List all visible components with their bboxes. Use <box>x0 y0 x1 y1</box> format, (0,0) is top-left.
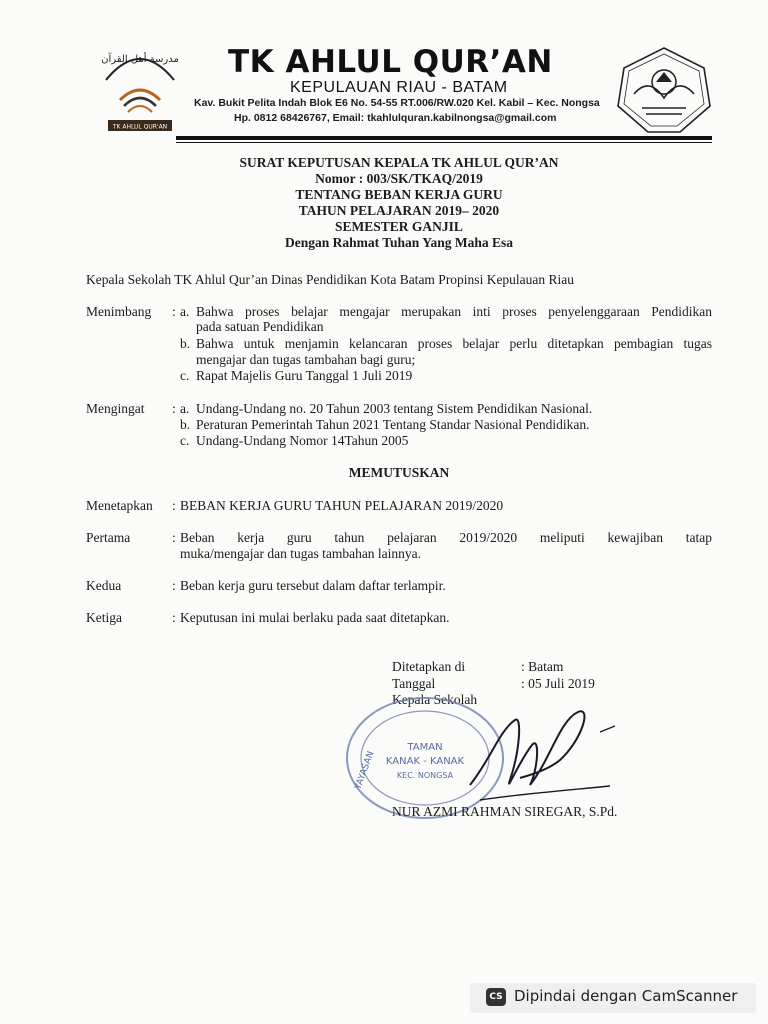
logo-caption: TK AHLUL QUR'AN <box>112 123 168 131</box>
ketiga-label: Ketiga <box>86 610 122 625</box>
menimbang-a-letter: a. <box>180 304 190 319</box>
memutuskan-heading: MEMUTUSKAN <box>348 465 450 480</box>
signatory-name: NUR AZMI RAHMAN SIREGAR, S.Pd. <box>392 804 618 819</box>
tut-wuri-handayani-emblem <box>614 46 714 136</box>
school-name: TK AHLUL QUR’AN <box>228 44 553 80</box>
school-logo <box>100 40 180 135</box>
mengingat-colon: : <box>172 401 176 416</box>
kedua-text: Beban kerja guru tersebut dalam daftar terlampir. <box>180 578 446 593</box>
svg-text:مدرسة أهل القرآن: مدرسة أهل القرآن <box>101 54 179 65</box>
mengingat-c-text: Undang-Undang Nomor 14Tahun 2005 <box>196 433 409 448</box>
signatory-role: Kepala Sekolah <box>392 692 478 707</box>
menimbang-a-line2: pada satuan Pendidikan <box>196 319 324 334</box>
mengingat-a-letter: a. <box>180 401 190 416</box>
place-label: Ditetapkan di <box>392 659 466 674</box>
menetapkan-colon: : <box>172 498 176 513</box>
school-address: Kav. Bukit Pelita Indah Blok E6 No. 54-55 RT.006/RW.020 Kel. Kabil – Kec. Nongsa <box>194 97 600 109</box>
menimbang-a-line1: Bahwa proses belajar mengajar merupakan inti proses penyelenggaraan Pendidikan <box>196 304 712 319</box>
decree-title: SURAT KEPUTUSAN KEPALA TK AHLUL QUR’AN <box>239 155 559 170</box>
school-region: KEPULAUAN RIAU - BATAM <box>290 79 508 96</box>
decree-semester: SEMESTER GANJIL <box>335 219 463 234</box>
menetapkan-label: Menetapkan <box>86 498 153 513</box>
intro-text: Kepala Sekolah TK Ahlul Qur’an Dinas Pendidikan Kota Batam Propinsi Kepulauan Riau <box>86 272 575 287</box>
stamp-ring-text: YAYASAN <box>353 750 377 792</box>
letterhead-rule-thick <box>176 136 712 140</box>
decree-invocation: Dengan Rahmat Tuhan Yang Maha Esa <box>285 235 513 250</box>
letterhead-rule-thin <box>176 142 712 143</box>
menimbang-b-line2: mengajar dan tugas tambahan bagi guru; <box>196 352 416 367</box>
mengingat-b-letter: b. <box>180 417 191 432</box>
menimbang-b-line1: Bahwa untuk menjamin kelancaran proses belajar perlu ditetapkan pembagian tugas <box>196 336 712 351</box>
stamp-text-3: KEC. NONGSA <box>396 771 454 780</box>
ketiga-text: Keputusan ini mulai berlaku pada saat ditetapkan. <box>180 610 450 625</box>
place-value: : Batam <box>521 659 564 674</box>
decree-academic-year: TAHUN PELAJARAN 2019– 2020 <box>298 203 500 218</box>
decree-number: Nomor : 003/SK/TKAQ/2019 <box>315 171 483 186</box>
menimbang-c-line1: Rapat Majelis Guru Tanggal 1 Juli 2019 <box>196 368 413 383</box>
mengingat-b-text: Peraturan Pemerintah Tahun 2021 Tentang Standar Nasional Pendidikan. <box>196 417 590 432</box>
decree-subject: TENTANG BEBAN KERJA GURU <box>295 187 503 202</box>
menimbang-c-letter: c. <box>180 368 190 383</box>
menimbang-b-letter: b. <box>180 336 191 351</box>
pertama-colon: : <box>172 530 176 545</box>
pertama-line2: muka/mengajar dan tugas tambahan lainnya. <box>180 546 422 561</box>
pertama-label: Pertama <box>86 530 131 545</box>
date-value: : 05 Juli 2019 <box>521 676 595 691</box>
kedua-label: Kedua <box>86 578 122 593</box>
stamp-text-2: KANAK - KANAK <box>385 756 465 767</box>
menimbang-colon: : <box>172 304 176 319</box>
mengingat-label: Mengingat <box>86 401 145 416</box>
mengingat-c-letter: c. <box>180 433 190 448</box>
menimbang-label: Menimbang <box>86 304 152 319</box>
camscanner-text: Dipindai dengan CamScanner <box>514 987 738 1005</box>
camscanner-icon: CS <box>486 988 506 1006</box>
mengingat-a-text: Undang-Undang no. 20 Tahun 2003 tentang Sistem Pendidikan Nasional. <box>196 401 593 416</box>
pertama-line1: Beban kerja guru tahun pelajaran 2019/2020 meliputi kewajiban tatap <box>180 530 712 545</box>
kedua-colon: : <box>172 578 176 593</box>
stamp-text-1: TAMAN <box>407 742 443 753</box>
school-contact: Hp. 0812 68426767, Email: tkahlulquran.kabilnongsa@gmail.com <box>234 112 557 124</box>
ketiga-colon: : <box>172 610 176 625</box>
date-label: Tanggal <box>392 676 436 691</box>
menetapkan-text: BEBAN KERJA GURU TAHUN PELAJARAN 2019/2020 <box>180 498 504 513</box>
handwritten-signature <box>460 690 630 810</box>
